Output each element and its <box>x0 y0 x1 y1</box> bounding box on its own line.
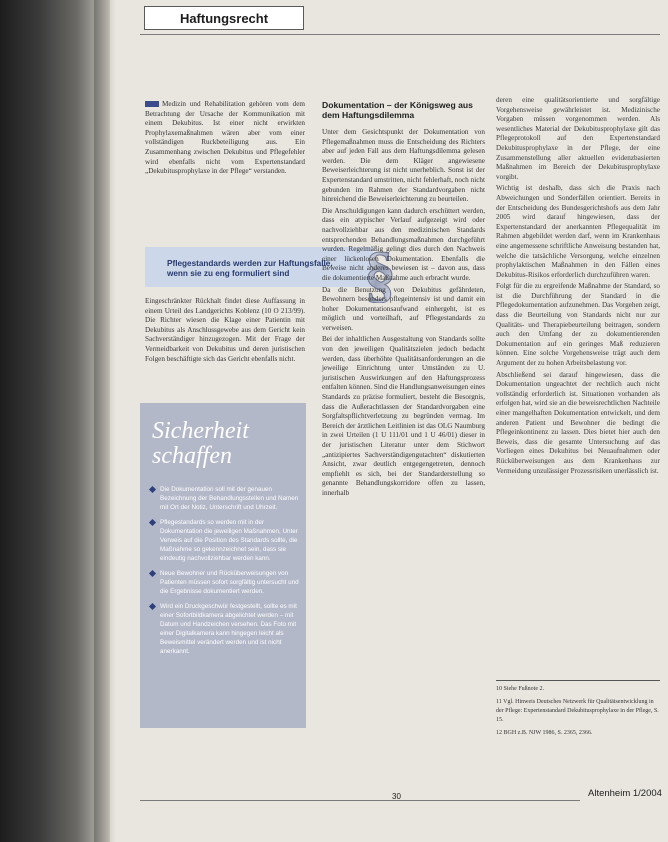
paragraph: Abschließend sei darauf hingewiesen, dass die Dokumentation ungeachtet der rechtlich auch nicht vollständig erforderlich ist. Situationen vorhanden als erfolgen hat, wird sie an die beweisrechtlichen Nachteile einer mangelhaften Dokumentation entwickelt, und dem anderen Patient und Bewohner die bedingt die Pflegeinkontinenz zu lassen. Dies bietet hier auch den Beweis, dass die gesamte Untersuchung auf das Vorliegen eines Dekubitus bei Neuaufnahmen oder Rücküberweisungen aus dem Krankenhaus zur Vermeidung unzulässiger Prozessrisiken unerlässlich ist. <box>496 370 660 475</box>
paragraph: Da die Benutzung von Dekubitus gefährdeten, Bewohnern besonders pflegeintensiv ist und damit ein hoher Dokumentationsaufwand einhergeht, ist es möglich und vorteilhaft, auf Pflegestandards zu verweisen. <box>322 285 485 332</box>
info-box-title-line-1: Sicherheit <box>152 418 249 444</box>
info-box <box>140 403 306 728</box>
diamond-bullet-icon <box>149 519 156 526</box>
binding-shadow <box>94 0 116 842</box>
paragraph-marker-icon <box>145 101 159 107</box>
footnote: 11 Vgl. Hinweis Deutsches Netzwerk für Qualitätsentwicklung in der Pflege: Expertenstandard Dekubitusprophylaxe in der Pflege, S. 15. <box>496 699 659 723</box>
column-1-intro <box>145 100 305 179</box>
info-box-list <box>150 485 300 662</box>
footnotes <box>496 680 660 742</box>
footnote: 12 BGH z.B. NJW 1986, S. 2365, 2366. <box>496 730 593 736</box>
svg-text:§: § <box>364 238 396 303</box>
column-3 <box>496 96 660 478</box>
intro-text: Medizin und Rehabilitation gehören vom dem Betrachtung der Ursache der Kommunikation mit einem Dekubitus. Ist einer nicht erwirkten Prophylaxemaßnahmen wären aber vom einer vollständigen Ruckbeteiligung aus. Ein Zusammenhang zwischen Dekubitus und Pflegefehler wird ebenfalls nicht vom Expertenstandard „Dekubitusprophylaxe in der Pflege“ verstanden. <box>145 100 305 176</box>
paragraph: Folgt für die zu ergreifende Maßnahme der Standard, so ist die Durchführung der Standard in die Pflegedokumentation aufzunehmen. Das Vorgehen zeigt, dass die Beurteilung von Standards nicht nur zur Qualitäts- und Therapiebeurteilung beitragen, sondern auch den Umfang der zu dokumentierenden Dokumentation auf ein geringes Maß reduzieren können. Eine solche Vorgehensweise trägt auch dem Argument der zu hohen Arbeitsbelastung vor. <box>496 282 660 368</box>
diamond-bullet-icon <box>149 486 156 493</box>
section-header <box>144 6 304 30</box>
page-number: 30 <box>392 792 401 801</box>
pullquote-text: Pflegestandards werden zur Haftungsfalle, wenn sie zu eng formuliert sind <box>167 259 333 278</box>
list-item: Wird ein Druckgeschwür festgestellt, sollte es mit einer Sofortbildkamera abgelichtet werden – mit Datum und Handzeichen versehen. Das Foto mit einer Digitalkamera kann hingegen leicht als Beweismittel verändert werden und ist nicht anerkannt. <box>150 602 300 656</box>
continuation-text: Eingeschränkter Rückhalt findet diese Auffassung in einem Urteil des Landgerichts Koblenz (10 O 213/99). Die Richter wiesen die Klage einer Patientin mit Dekubitus als Anschlussgewebe aus dem Gericht kein Sachverständiger hinzugezogen. Mit der Frage der Vermeidbarkeit von Dekubitus und deren juristischen Folgen beschäftigte sich das Gericht ebenfalls nicht. <box>145 297 305 363</box>
info-box-title <box>152 419 249 469</box>
column-1-continuation <box>145 297 305 366</box>
paragraph: Die Anschuldigungen kann dadurch erschüttert werden, dass ein atypischer Verlauf aufgezeigt wird oder nachvollziehbar aus den medizinischen Standards entsprechenden Behandlungsmaßnahmen durchgeführt wurden. Regelmäßig gelingt dies durch den Nachweis einer lückenlosen Dokumentation. Ebenfalls die Beweise nicht anderes bewiesen ist – davon aus, dass die dokumentierte Maßnahme auch erbracht wurde. <box>322 206 485 282</box>
issue-label: Altenheim 1/2004 <box>588 788 662 799</box>
section-label: Haftungsrecht <box>179 10 269 26</box>
list-item: Neue Bewohner und Rücküberweisungen von Patienten müssen sofort sorgfältig untersucht und die Ergebnisse dokumentiert werden. <box>150 569 300 596</box>
footnote: 10 Siehe Fußnote 2. <box>496 686 544 692</box>
diamond-bullet-icon <box>149 570 156 577</box>
info-box-title-line-2: schaffen <box>152 443 232 469</box>
paragraph: Wichtig ist deshalb, dass sich die Praxis nach Abweichungen und Sonderfällen orientiert. Bereits in der Entscheidung des Bundesgerichtshofs aus dem Jahr 2005 wird darauf hingewiesen, dass der Expertenstandard der anerkannten Pflegequalität im Rahmen abgebildet werden darf, wenn im Krankenhaus eine angemessene schriftliche Anweisung bestanden hat, welche die tatsächliche Versorgung, welche einzelnen prophylaktischen Maßnahmen in den Fällen eines Dekubitus-Risikos erforderlich durchzuführen waren. <box>496 184 660 279</box>
paragraph: Unter dem Gesichtspunkt der Dokumentation von Pflegemaßnahmen muss die Entscheidung des Richters aber auf jeden Fall aus dem Haftungsdilemma gelesen werden. Die dem Kläger angewiesene Beweiserleichterung ist nicht unerheblich. Sonst ist der Expertenstandard umstritten, nicht fehlerhaft, noch nicht gebunden im Rahmen der Standardvorgaben nicht hinreichend die Beweiserleichterung zu beurteilen. <box>322 128 485 204</box>
section-heading: Dokumentation – der Königsweg aus dem Haftungsdilemma <box>322 100 473 120</box>
diamond-bullet-icon <box>149 603 156 610</box>
list-item: Pflegestandards so werden mit in der Dokumentation die jeweiligen Maßnahmen, Unter Verweis auf die Position des Standards sollte, die Maßnahme so gekennzeichnet sein, dass sie eindeutig nachvollziehbar werden kann. <box>150 518 300 563</box>
paragraph: Bei der inhaltlichen Ausgestaltung von Standards sollte von den jeweiligen Qualitätszielen jedoch bedacht werden, dass überhöhte Qualitätsanforderungen an die jeweilige Einrichtung unter Umständen zu U. juristischen Auswirkungen auf den Haftungsprozess entfalten können. Sind die Handlungsanweisungen eines Standards zu präzise formuliert, besteht die Besorgnis, dass die Außerachtlassen der Standardvorgaben eine Sorgfaltspflichtverletzung zu begründen vermag. Im Bereich der ärztlichen Leitlinien ist das OLG Naumburg in zwei Urteilen (1 U 111/01 und 1 U 46/01) dieser in der juristischen Literatur unter dem Stichwort „antizipiertes Sachverständigengutachten“ diskutierten Ansicht, zwar deutlich entgegengetreten, dennoch empfiehlt es sich, bei der Standarderstellung so genannte Behandlungskorridore offen zu lassen, innerhalb <box>322 335 485 497</box>
header-rule <box>140 34 660 35</box>
list-item: Die Dokumentation soll mit der genauen Bezeichnung der Behandlungsstellen und Namen mit Ort der Notiz, Unterschrift und Uhrzeit. <box>150 485 300 512</box>
column-2 <box>322 100 485 501</box>
footer-rule <box>140 800 580 801</box>
paragraph: deren eine qualitätsorientierte und sorgfältige Vorgehensweise gewährleistet ist. Medizinische Vorgaben müssen vorgenommen werden. Als wesentliches Material der Dekubitusprophylaxe gilt das Pflegeprotokoll auf den Expertenstandard Dekubitusprophylaxe in der Pflege, der eine Zusammenstellung aller aktuellen evidenzbasierten Maßnahmen im Bereich der Dekubitusprophylaxe vorgibt. <box>496 96 660 181</box>
